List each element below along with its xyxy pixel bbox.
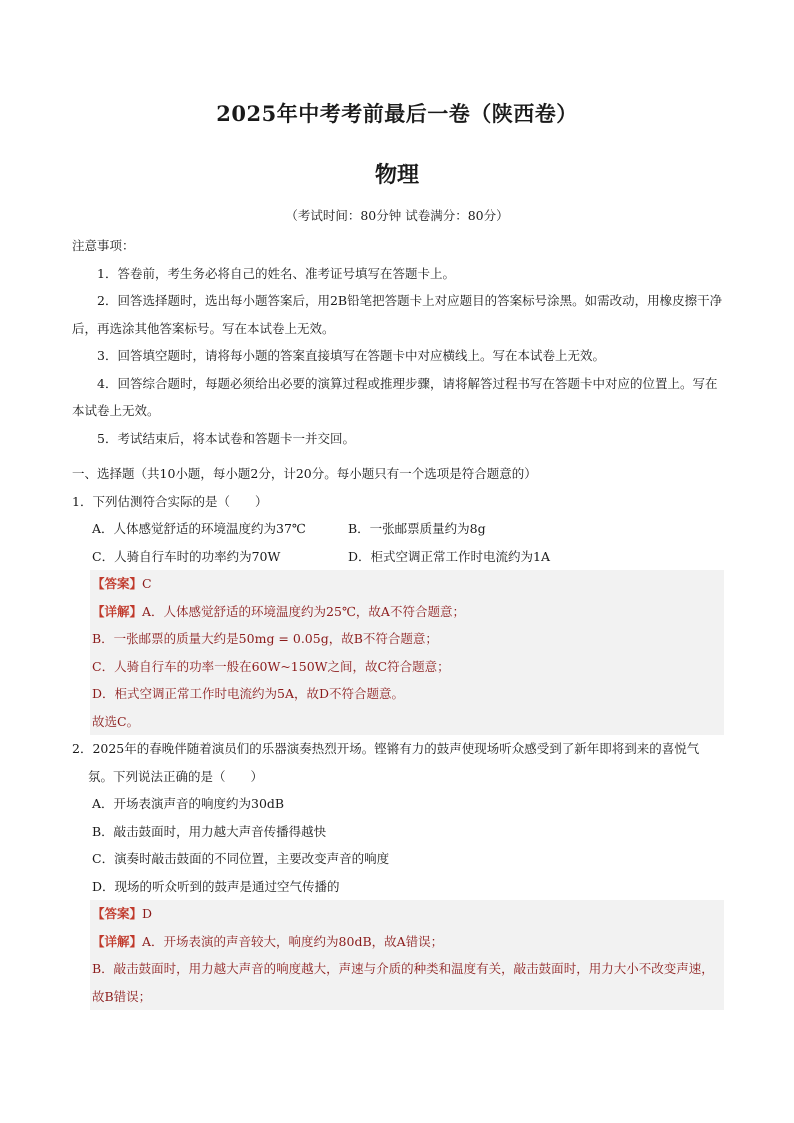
question-1-option-a: A．人体感觉舒适的环境温度约为37℃ <box>92 521 306 536</box>
notice-heading: 注意事项： <box>72 238 135 253</box>
detail-line: 【详解】A．人体感觉舒适的环境温度约为25℃，故A不符合题意； <box>92 603 465 619</box>
answer-tag: 【答案】 <box>92 906 143 921</box>
question-1-option-b: B．一张邮票质量约为8g <box>348 521 486 536</box>
notice-item: 1．答卷前，考生务必将自己的姓名、准考证号填写在答题卡上。 <box>97 265 455 281</box>
answer-line <box>92 570 724 598</box>
detail-line: 【详解】A．开场表演的声音较大，响度约为80dB，故A错误； <box>92 933 444 949</box>
detail-tag: 【详解】 <box>92 933 143 949</box>
question-1-options-row <box>72 515 724 543</box>
detail-line: B．一张邮票的质量大约是50mg = 0.05g，故B不符合题意； <box>92 631 438 646</box>
notice-item: 4．回答综合题时，每题必须给出必要的演算过程或推理步骤，请将解答过程书写在答题卡中对应的位置上。写在本试卷上无效。 <box>72 375 718 418</box>
paper-content <box>72 232 724 1010</box>
page-title: 2025年中考考前最后一卷（陕西卷） <box>216 101 578 126</box>
detail-line: 故选C。 <box>92 713 140 729</box>
question-1-option-d: D．柜式空调正常工作时电流约为1A <box>348 548 551 564</box>
detail-line: B．敲击鼓面时，用力越大声音的响度越大，声速与介质的种类和温度有关，敲击鼓面时，用力大小不改变声速，故B错误； <box>92 961 714 1004</box>
question-1-options-row <box>72 543 724 571</box>
detail-tag: 【详解】 <box>92 603 143 619</box>
question-2-option-d: D．现场的听众听到的鼓声是通过空气传播的 <box>92 878 340 894</box>
subject-title: 物理 <box>374 162 419 188</box>
answer-line <box>92 900 724 928</box>
notice-item: 2．回答选择题时，选出每小题答案后，用2B铅笔把答题卡上对应题目的答案标号涂黑。如需改动，用橡皮擦干净后，再选涂其他答案标号。写在本试卷上无效。 <box>72 293 723 336</box>
section-heading: 一、选择题（共10小题，每小题2分，计20分。每小题只有一个选项是符合题意的） <box>72 466 537 481</box>
detail-line: D．柜式空调正常工作时电流约为5A，故D不符合题意。 <box>92 686 405 701</box>
question-2-stem: 2．2025年的春晚伴随着演员们的乐器演奏热烈开场。铿锵有力的鼓声使现场听众感受到了新年即将到来的喜悦气氛。下列说法正确的是（ ） <box>72 741 700 784</box>
notice-item: 3．回答填空题时，请将每小题的答案直接填写在答题卡中对应横线上。写在本试卷上无效。 <box>97 348 605 363</box>
question-2-option-b: B．敲击鼓面时，用力越大声音传播得越快 <box>92 823 327 839</box>
answer-value: D <box>142 906 153 921</box>
question-1-option-c: C．人骑自行车时的功率约为70W <box>92 548 281 564</box>
detail-line: C．人骑自行车的功率一般在60W~150W之间，故C符合题意； <box>92 658 450 674</box>
question-2-answer-box <box>90 900 724 1010</box>
question-1-answer-box <box>90 570 724 735</box>
answer-value: C <box>142 576 152 591</box>
answer-tag: 【答案】 <box>92 576 143 591</box>
question-1-stem: 1．下列估测符合实际的是（ ） <box>72 493 268 509</box>
notice-item: 5．考试结束后，将本试卷和答题卡一并交回。 <box>97 430 355 446</box>
question-2-option-a: A．开场表演声音的响度约为30dB <box>92 796 285 811</box>
exam-info: （考试时间：80分钟 试卷满分：80分） <box>285 208 509 223</box>
question-2-option-c: C．演奏时敲击鼓面的不同位置，主要改变声音的响度 <box>92 851 390 866</box>
